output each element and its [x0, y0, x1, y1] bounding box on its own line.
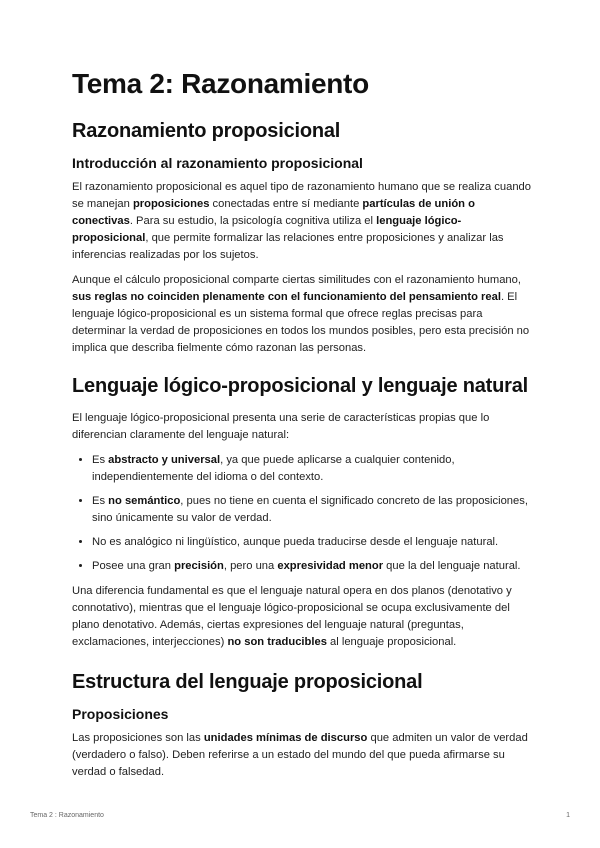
paragraph-intro-1: El razonamiento proposicional es aquel tipo de razonamiento humano que se realiza cuando se manejan proposiciones conectadas entre sí mediante partículas de unión o conectivas. Para su estudio, la psicología cognitiva utiliza el lenguaje lógico-proposicional, que permite formalizar las relaciones entre proposiciones y analizar las inferencias realizadas por los sujetos.	[72, 181, 531, 261]
section-heading-lenguaje: Lenguaje lógico-proposicional y lenguaje natural	[72, 375, 529, 397]
list-item: • No es analógico ni lingüístico, aunque pueda traducirse desde el lenguaje natural.	[92, 534, 532, 551]
subsection-heading-introduccion: Introducción al razonamiento proposicional	[72, 155, 363, 171]
list-item: • Es abstracto y universal, ya que puede aplicarse a cualquier contenido, independientemente del idioma o del contexto.	[92, 452, 532, 486]
list-item: • Es no semántico, pues no tiene en cuenta el significado concreto de las proposiciones, sino únicamente su valor de verdad.	[92, 493, 532, 527]
paragraph-proposiciones: Las proposiciones son las unidades mínimas de discurso que admiten un valor de verdad (verdadero o falso). Deben referirse a un estado del mundo del que pueda afirmarse su verdad o falsedad.	[72, 732, 528, 778]
page-number: 1	[566, 812, 570, 819]
list-item: • Posee una gran precisión, pero una expresividad menor que la del lenguaje natural.	[92, 558, 532, 575]
document-page	[72, 68, 532, 789]
paragraph-lenguaje-intro: El lenguaje lógico-proposicional presenta una serie de características propias que lo diferencian claramente del lenguaje natural:	[72, 412, 490, 441]
section-heading-razonamiento-proposicional: Razonamiento proposicional	[72, 120, 341, 142]
paragraph-intro-2: Aunque el cálculo proposicional comparte ciertas similitudes con el razonamiento humano, sus reglas no coinciden plenamente con el funcionamiento del pensamiento real. El lenguaje lógico-proposicional es un sistema formal que ofrece reglas precisas para determinar la verdad de proposiciones en todos los mundos posibles, pero esta precisión no implica que describa fielmente cómo razonan las personas.	[72, 274, 530, 354]
footer-title: Tema 2 : Razonamiento	[30, 812, 104, 819]
section-heading-estructura: Estructura del lenguaje proposicional	[72, 671, 423, 693]
page-footer	[30, 812, 570, 819]
subsection-heading-proposiciones: Proposiciones	[72, 706, 169, 722]
paragraph-lenguaje-outro: Una diferencia fundamental es que el lenguaje natural opera en dos planos (denotativo y connotativo), mientras que el lenguaje lógico-proposicional se ocupa exclusivamente del plano denotativo. Además, ciertas expresiones del lenguaje natural (preguntas, exclamaciones, interjecciones) no son traducibles al lenguaje proposicional.	[72, 585, 512, 648]
page-title: Tema 2: Razonamiento	[72, 68, 369, 99]
characteristics-list	[72, 452, 532, 575]
